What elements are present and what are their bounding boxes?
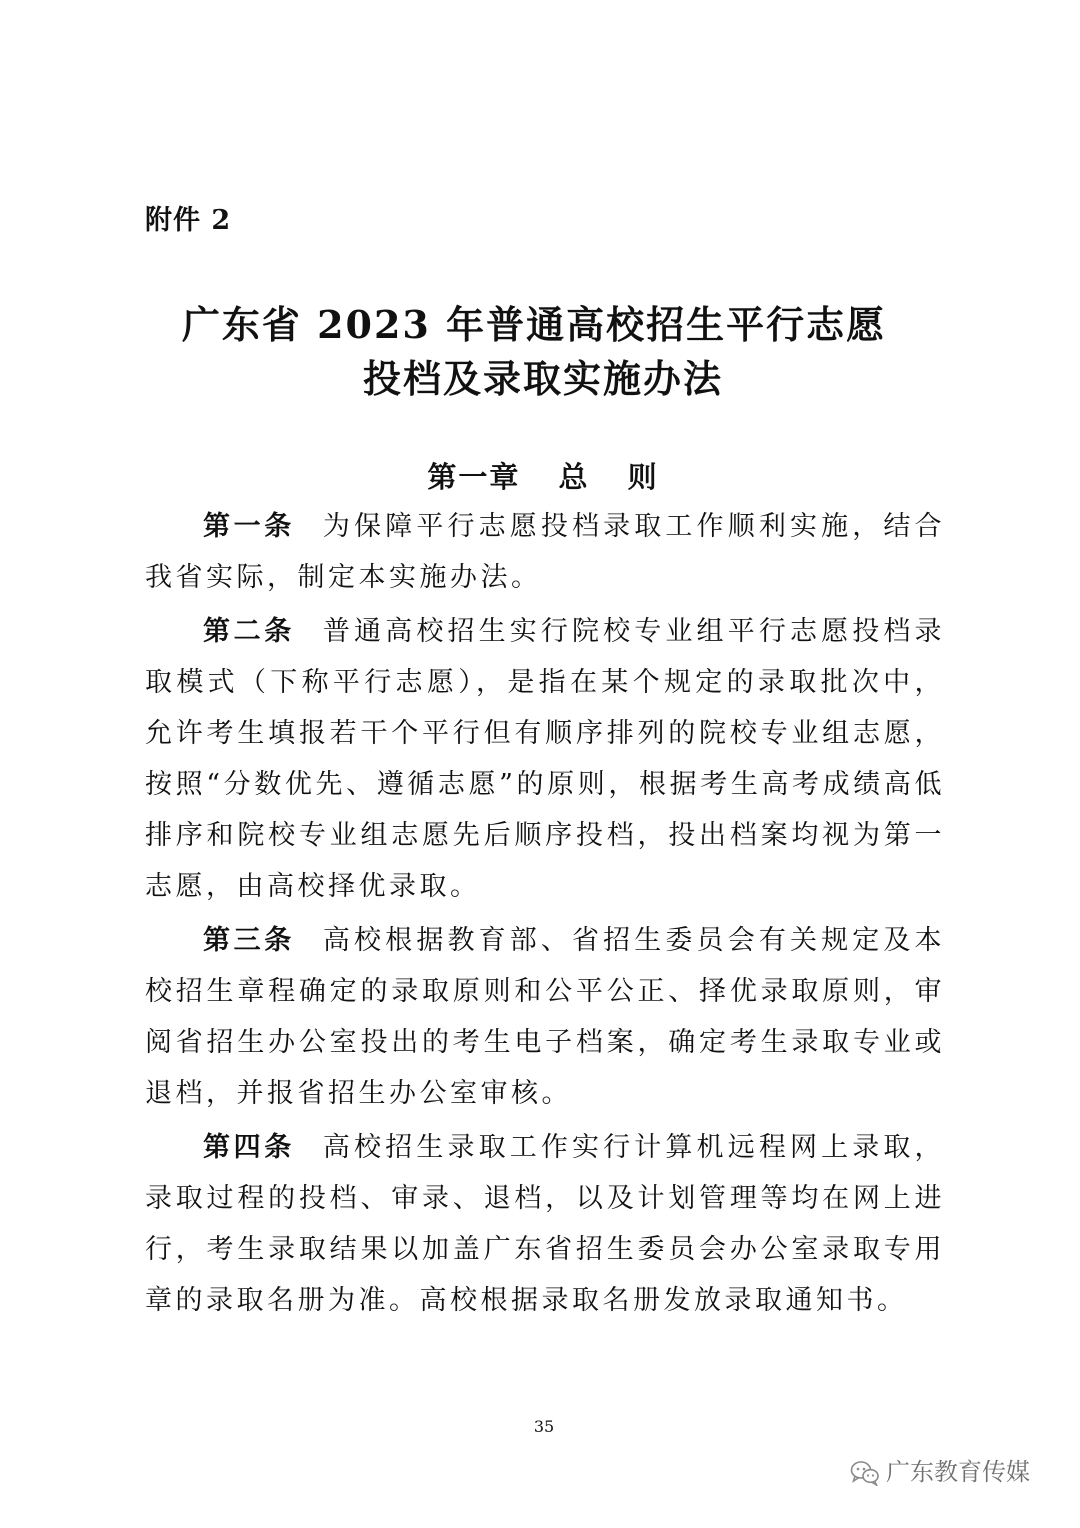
wechat-icon xyxy=(850,1460,880,1486)
page-number: 35 xyxy=(533,1417,555,1436)
article-label: 第一条 xyxy=(203,511,295,542)
article-body xyxy=(145,501,945,1329)
article-text: 为保障平行志愿投档录取工作顺利实施，结合我省实际，制定本实施办法。 xyxy=(145,511,946,593)
article-label: 第三条 xyxy=(203,925,295,956)
article-1 xyxy=(145,501,945,603)
document-title-line1: 广东省 2023 年普通高校招生平行志愿 xyxy=(181,302,887,347)
article-text: 普通高校招生实行院校专业组平行志愿投档录取模式（下称平行志愿），是指在某个规定的录取批次中，允许考生填报若干个平行但有顺序排列的院校专业组志愿，按照“分数优先、遵循志愿”的原则，根据考生高考成绩高低排序和院校专业组志愿先后顺序投档，投出档案均视为第一志愿，由高校择优录取。 xyxy=(145,616,946,902)
article-text: 高校招生录取工作实行计算机远程网上录取，录取过程的投档、审录、退档，以及计划管理等均在网上进行，考生录取结果以加盖广东省招生委员会办公室录取专用章的录取名册为准。高校根据录取名册发放录取通知书。 xyxy=(145,1132,946,1316)
attachment-label: 附件 2 xyxy=(145,205,232,236)
article-4 xyxy=(145,1122,945,1326)
chapter-heading: 第一章 总 则 xyxy=(427,460,659,494)
article-3 xyxy=(145,915,945,1119)
article-label: 第二条 xyxy=(203,616,295,647)
article-label: 第四条 xyxy=(203,1132,295,1163)
watermark xyxy=(850,1452,1030,1487)
watermark-text: 广东教育传媒 xyxy=(886,1458,1030,1486)
article-text: 高校根据教育部、省招生委员会有关规定及本校招生章程确定的录取原则和公平公正、择优录取原则，审阅省招生办公室投出的考生电子档案，确定考生录取专业或退档，并报省招生办公室审核。 xyxy=(145,925,946,1109)
document-title-line2: 投档及录取实施办法 xyxy=(362,356,723,401)
article-2 xyxy=(145,606,945,912)
